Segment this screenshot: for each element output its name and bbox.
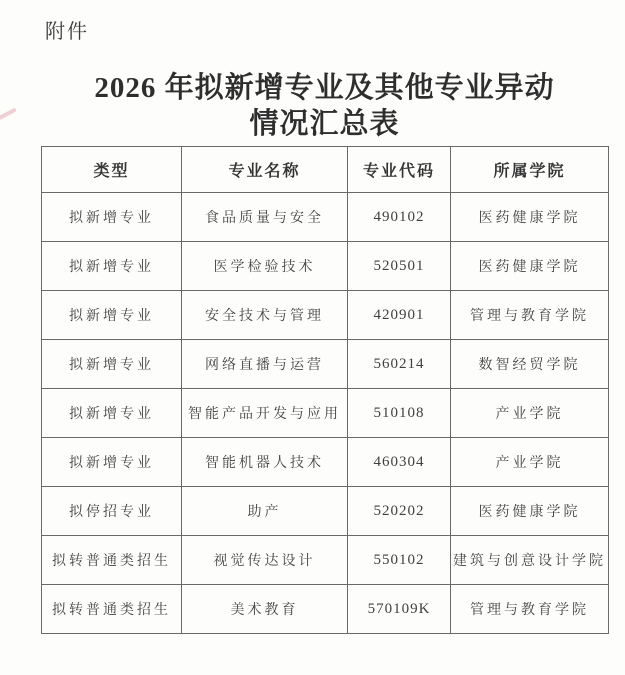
page-title-line-2: 情况汇总表 xyxy=(249,108,400,140)
table-cell: 拟新增专业 xyxy=(42,242,182,291)
table-cell: 560214 xyxy=(348,340,451,389)
table-cell: 建筑与创意设计学院 xyxy=(451,536,609,585)
table-cell: 420901 xyxy=(348,291,451,340)
table-cell: 460304 xyxy=(348,438,451,487)
table-cell: 510108 xyxy=(348,389,451,438)
table-cell: 医药健康学院 xyxy=(451,193,609,242)
table-header-row xyxy=(42,147,609,193)
header-cell: 专业代码 xyxy=(348,147,451,193)
table-row xyxy=(42,193,609,242)
attachment-label: 附件 xyxy=(45,21,89,43)
table-cell: 智能产品开发与应用 xyxy=(182,389,348,438)
table-cell: 智能机器人技术 xyxy=(182,438,348,487)
page-title-line-1: 2026 年拟新增专业及其他专业异动 xyxy=(94,72,555,104)
table-row xyxy=(42,340,609,389)
table-cell: 助产 xyxy=(182,487,348,536)
table-cell: 安全技术与管理 xyxy=(182,291,348,340)
table-cell: 美术教育 xyxy=(182,585,348,634)
scan-artifact-smudge xyxy=(0,108,17,121)
table-cell: 拟停招专业 xyxy=(42,487,182,536)
table-cell: 490102 xyxy=(348,193,451,242)
table-cell: 520202 xyxy=(348,487,451,536)
table-cell: 医学检验技术 xyxy=(182,242,348,291)
table-cell: 拟新增专业 xyxy=(42,193,182,242)
table-cell: 拟转普通类招生 xyxy=(42,585,182,634)
table-cell: 拟新增专业 xyxy=(42,340,182,389)
header-cell: 类型 xyxy=(42,147,182,193)
table-row xyxy=(42,438,609,487)
table-cell: 拟转普通类招生 xyxy=(42,536,182,585)
table-cell: 产业学院 xyxy=(451,438,609,487)
table-cell: 管理与教育学院 xyxy=(451,291,609,340)
table-row xyxy=(42,242,609,291)
table-cell: 视觉传达设计 xyxy=(182,536,348,585)
header-cell: 所属学院 xyxy=(451,147,609,193)
table-cell: 医药健康学院 xyxy=(451,487,609,536)
table-cell: 拟新增专业 xyxy=(42,291,182,340)
table-row xyxy=(42,536,609,585)
table-row xyxy=(42,487,609,536)
page-title xyxy=(41,70,608,142)
table-row xyxy=(42,389,609,438)
table-cell: 520501 xyxy=(348,242,451,291)
table-cell: 拟新增专业 xyxy=(42,438,182,487)
table-cell: 食品质量与安全 xyxy=(182,193,348,242)
table-cell: 管理与教育学院 xyxy=(451,585,609,634)
table-cell: 570109K xyxy=(348,585,451,634)
header-cell: 专业名称 xyxy=(182,147,348,193)
table-cell: 数智经贸学院 xyxy=(451,340,609,389)
table-cell: 医药健康学院 xyxy=(451,242,609,291)
table-cell: 产业学院 xyxy=(451,389,609,438)
table-row xyxy=(42,585,609,634)
table-cell: 拟新增专业 xyxy=(42,389,182,438)
table-row xyxy=(42,291,609,340)
majors-summary-table xyxy=(41,146,609,634)
table-cell: 550102 xyxy=(348,536,451,585)
table-cell: 网络直播与运营 xyxy=(182,340,348,389)
